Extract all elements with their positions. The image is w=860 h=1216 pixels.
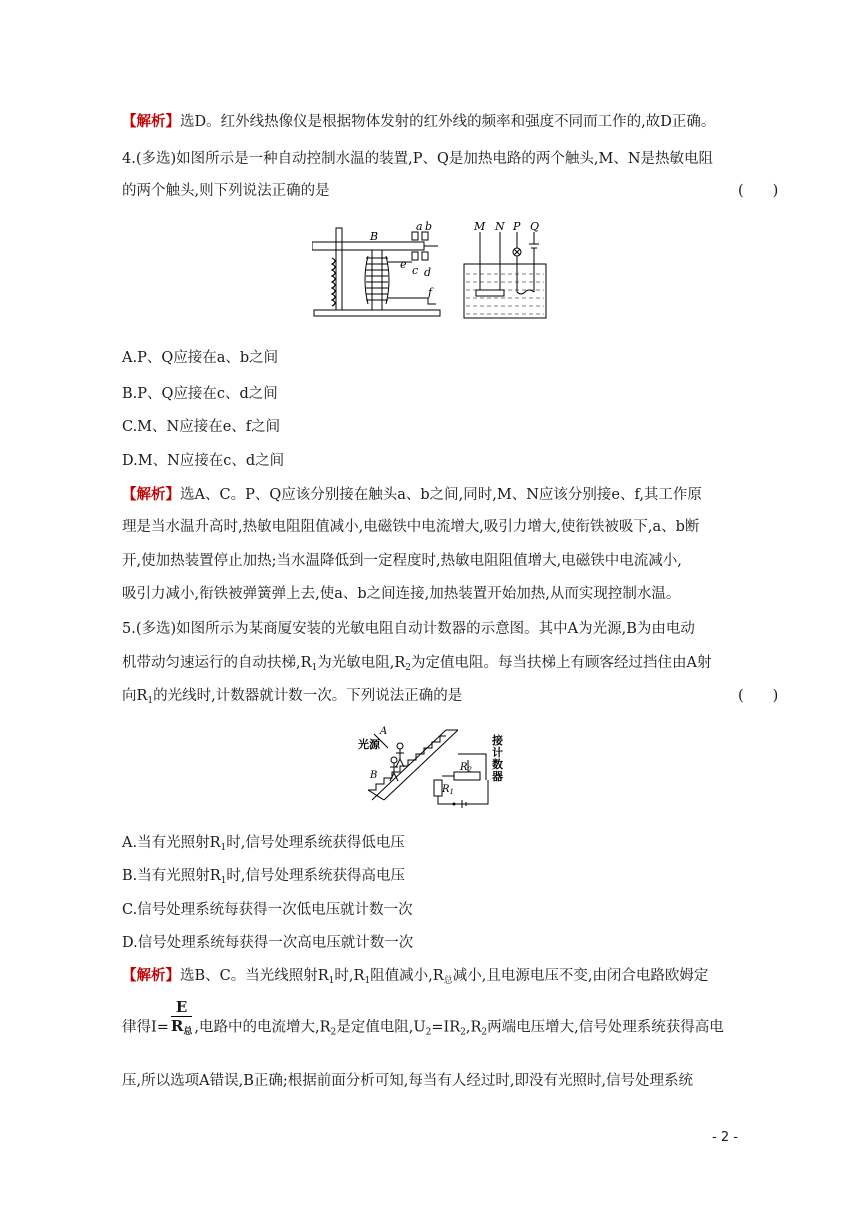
q4-figure — [312, 218, 552, 322]
label-counter-4: 器 — [492, 770, 503, 783]
label-e: e — [400, 258, 407, 271]
q4-answer-paren: ( ) — [738, 183, 779, 199]
q4-analysis-line4: 吸引力减小,衔铁被弹簧弹上去,使a、b之间连接,加热装置开始加热,从而实现控制水温。 — [122, 586, 681, 602]
q5-option-a: A.当有光照射$R_1$时,信号处理系统获得低电压 — [122, 835, 405, 853]
q5-analysis-line1: 【解析】选B、C。当光线照射$R_1$时$,R_1$阻值减小$,R_总$减小,且电源电压不变,由闭合电路欧姆定 — [122, 967, 709, 986]
q4-option-a: A.P、Q应接在a、b之间 — [122, 350, 279, 366]
label-P: P — [513, 220, 521, 233]
q3-analysis — [122, 112, 715, 132]
q4-analysis-line2: 理是当水温升高时,热敏电阻阻值减小,电磁铁中电流增大,吸引力增大,使衔铁被吸下,a、b断 — [122, 519, 700, 535]
label-B: B — [370, 770, 378, 781]
q4-option-d: D.M、N应接在c、d之间 — [122, 453, 285, 469]
q5-option-b: B.当有光照射$R_1$时,信号处理系统获得高电压 — [122, 868, 406, 886]
label-counter-1: 接 — [492, 734, 503, 747]
q4-option-c: C.M、N应接在e、f之间 — [122, 419, 281, 435]
q5-stem-line2: 机带动匀速运行的自动扶梯$,R_1$为光敏电阻$,R_2$为定值电阻。每当扶梯上有顾客经过挡住由A射 — [122, 655, 712, 673]
q5-figure — [358, 724, 508, 810]
q5-option-c: C.信号处理系统每获得一次低电压就计数一次 — [122, 902, 413, 918]
q4-option-b: B.P、Q应接在c、d之间 — [122, 386, 278, 402]
ohm-law-fraction: $\frac{E}{R_总}$ — [170, 998, 193, 1037]
q5-analysis-line2: 律得I= $\frac{E}{R_总}$ ,电路中的电流增大$,R_2$是定值电阻$,U_2=IR_2,R_2$两端电压增大,信号处理系统获得高电 — [122, 1014, 724, 1043]
label-a: a — [416, 220, 423, 233]
label-light-source: 光源 — [358, 738, 380, 751]
q5-stem-line1: 5.(多选)如图所示为某商厦安装的光敏电阻自动计数器的示意图。其中A为光源,B为由电动 — [122, 621, 695, 637]
label-counter-3: 数 — [492, 758, 503, 771]
q5-analysis-line3: 压,所以选项A错误,B正确;根据前面分析可知,每当有人经过时,即没有光照时,信号处理系统 — [122, 1073, 694, 1089]
label-B: B — [370, 230, 379, 243]
label-Q: Q — [530, 220, 540, 233]
label-b: b — [425, 220, 433, 233]
q4-stem-line1: 4.(多选)如图所示是一种自动控制水温的装置,P、Q是加热电路的两个触头,M、N是热敏电阻 — [122, 151, 714, 167]
label-counter-2: 计 — [492, 746, 503, 759]
label-N: N — [495, 220, 505, 233]
label-c: c — [412, 264, 419, 277]
q3-analysis-text: 选D。红外线热像仪是根据物体发射的红外线的频率和强度不同而工作的,故D正确。 — [180, 114, 716, 130]
analysis-label: 【解析】 — [122, 967, 180, 984]
q4-analysis-line1: 【解析】选A、C。P、Q应该分别接在触头a、b之间,同时,M、N应该分别接e、f,其工作原 — [122, 486, 702, 503]
q5-answer-paren: ( ) — [738, 688, 779, 704]
q5-stem-line3: 向$R_1$的光线时,计数器就计数一次。下列说法正确的是 — [122, 688, 463, 706]
label-R1: $R_1$ — [442, 784, 454, 796]
q4-stem-line2: 的两个触头,则下列说法正确的是 — [122, 183, 330, 199]
label-d: d — [424, 266, 432, 279]
label-f: f — [428, 286, 433, 299]
analysis-label: 【解析】 — [122, 486, 180, 503]
analysis-label: 【解析】 — [122, 113, 180, 130]
label-A: A — [380, 726, 388, 737]
page-number: - 2 - — [712, 1130, 738, 1145]
q5-option-d: D.信号处理系统每获得一次高电压就计数一次 — [122, 935, 414, 951]
label-M: M — [474, 220, 486, 233]
label-R2: $R_2$ — [460, 762, 472, 774]
q4-analysis-line3: 开,使加热装置停止加热;当水温降低到一定程度时,热敏电阻阻值增大,电磁铁中电流减小, — [122, 553, 682, 569]
